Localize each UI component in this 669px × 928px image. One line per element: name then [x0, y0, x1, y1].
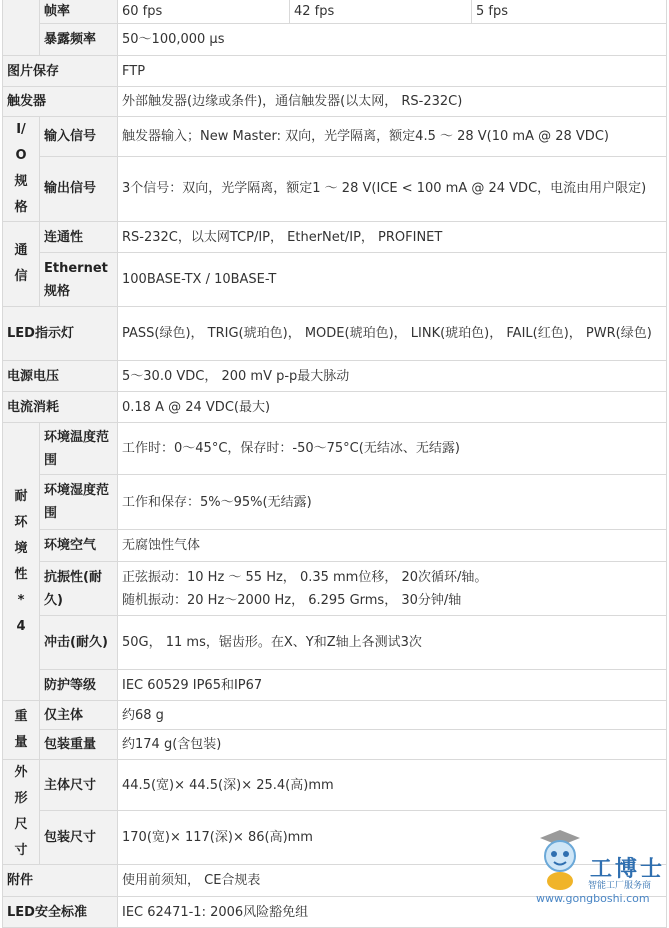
io-output-label: 输出信号	[40, 156, 118, 221]
led-safety-label: LED安全标准	[3, 897, 118, 928]
table-row	[3, 253, 667, 307]
weight-package-label: 包装重量	[40, 730, 118, 760]
vibration-line-2: 随机振动：20 Hz～2000 Hz， 6.295 Grms， 30分钟/轴	[122, 592, 462, 608]
table-row	[3, 222, 667, 253]
image-save-value: FTP	[118, 56, 667, 87]
fps-value-1: 60 fps	[118, 0, 290, 24]
table-row	[3, 156, 667, 221]
dimensions-category: 外形尺寸	[3, 760, 40, 865]
trigger-label: 触发器	[3, 87, 118, 117]
accessories-label: 附件	[3, 865, 118, 897]
io-category: I/O规格	[3, 117, 40, 222]
current-value: 0.18 A @ 24 VDC(最大)	[118, 392, 667, 423]
watermark-tagline: 智能工厂服务商	[588, 881, 652, 891]
weight-body-value: 约68 g	[118, 701, 667, 730]
table-row	[3, 56, 667, 87]
power-voltage-value: 5～30.0 VDC， 200 mV p-p最大脉动	[118, 361, 667, 392]
vibration-line-1: 正弦振动：10 Hz ～ 55 Hz， 0.35 mm位移， 20次循环/轴。	[122, 569, 488, 585]
weight-category: 重量	[3, 701, 40, 760]
vibration-label: 抗振性(耐久)	[40, 562, 118, 616]
connectivity-value: RS-232C，以太网TCP/IP， EtherNet/IP， PROFINET	[118, 222, 667, 253]
weight-package-value: 约174 g(含包装)	[118, 730, 667, 760]
table-row	[3, 361, 667, 392]
trigger-value: 外部触发器(边缘或条件)，通信触发器(以太网， RS-232C)	[118, 87, 667, 117]
dimensions-body-label: 主体尺寸	[40, 760, 118, 811]
led-label: LED指示灯	[3, 307, 118, 361]
mascot-icon	[530, 826, 590, 892]
air-label: 环境空气	[40, 530, 118, 562]
table-row	[3, 670, 667, 701]
table-row	[3, 701, 667, 730]
table-row	[3, 117, 667, 157]
table-row	[3, 423, 667, 475]
connectivity-label: 连通性	[40, 222, 118, 253]
ethernet-label: Ethernet规格	[40, 253, 118, 307]
spec-table	[2, 0, 667, 928]
dimensions-body-value: 44.5(宽)× 44.5(深)× 25.4(高)mm	[118, 760, 667, 811]
humidity-label: 环境湿度范围	[40, 475, 118, 530]
dimensions-package-value: 170(宽)× 117(深)× 86(高)mm	[118, 811, 667, 865]
dimensions-package-label: 包装尺寸	[40, 811, 118, 865]
comm-category: 通信	[3, 222, 40, 307]
fps-value-2: 42 fps	[290, 0, 472, 24]
current-label: 电流消耗	[3, 392, 118, 423]
io-input-value: 触发器输入；New Master: 双向，光学隔离，额定4.5 ～ 28 V(10 mA @ 28 VDC)	[118, 117, 667, 157]
table-row	[3, 760, 667, 811]
io-output-value: 3个信号：双向，光学隔离，额定1 ～ 28 V(ICE < 100 mA @ 24 VDC，电流由用户限定)	[118, 156, 667, 221]
watermark-logo	[530, 826, 666, 906]
table-row	[3, 730, 667, 760]
fps-value-3: 5 fps	[472, 0, 667, 24]
ethernet-value: 100BASE-TX / 10BASE-T	[118, 253, 667, 307]
table-row	[3, 616, 667, 670]
accessories-value: 使用前须知， CE合规表	[118, 865, 667, 897]
image-save-label: 图片保存	[3, 56, 118, 87]
table-row	[3, 87, 667, 117]
exposure-value: 50～100,000 μs	[118, 24, 667, 56]
watermark-brand: 工博士	[590, 857, 666, 882]
table-row	[3, 562, 667, 616]
exposure-label: 暴露频率	[40, 24, 118, 56]
watermark-url: www.gongboshi.com	[536, 892, 650, 905]
led-safety-value: IEC 62471-1: 2006风险豁免组	[118, 897, 667, 928]
table-row	[3, 0, 667, 24]
table-row	[3, 392, 667, 423]
category-cell-blank	[3, 0, 40, 56]
led-value: PASS(绿色)， TRIG(琥珀色)， MODE(琥珀色)， LINK(琥珀色)， FAIL(红色)， PWR(绿色)	[118, 307, 667, 361]
shock-value: 50G， 11 ms，锯齿形。在X、Y和Z轴上各测试3次	[118, 616, 667, 670]
table-row	[3, 530, 667, 562]
power-voltage-label: 电源电压	[3, 361, 118, 392]
fps-label: 帧率	[40, 0, 118, 24]
table-row	[3, 307, 667, 361]
temp-label: 环境温度范围	[40, 423, 118, 475]
protection-label: 防护等级	[40, 670, 118, 701]
table-row	[3, 475, 667, 530]
environment-category: 耐环境性*4	[3, 423, 40, 701]
shock-label: 冲击(耐久)	[40, 616, 118, 670]
humidity-value: 工作和保存：5%～95%(无结露)	[118, 475, 667, 530]
air-value: 无腐蚀性气体	[118, 530, 667, 562]
protection-value: IEC 60529 IP65和IP67	[118, 670, 667, 701]
temp-value: 工作时：0～45°C，保存时：-50～75°C(无结冰、无结露)	[118, 423, 667, 475]
vibration-value	[118, 562, 667, 616]
table-row	[3, 24, 667, 56]
weight-body-label: 仅主体	[40, 701, 118, 730]
io-input-label: 输入信号	[40, 117, 118, 157]
